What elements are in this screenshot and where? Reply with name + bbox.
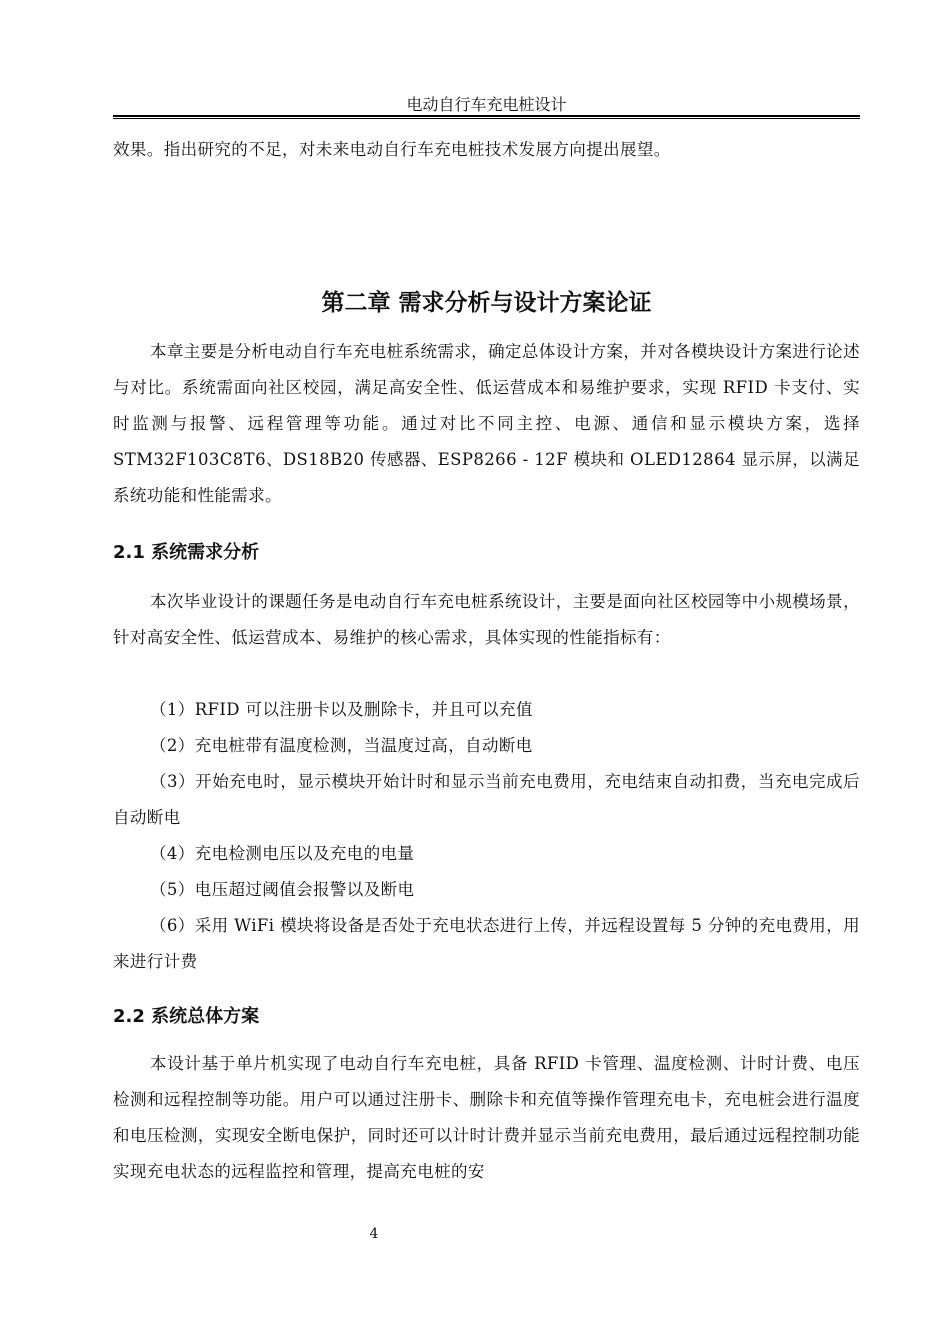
section-heading-2-1: 2.1 系统需求分析 — [113, 542, 260, 563]
requirement-item: （2）充电桩带有温度检测，当温度过高，自动断电 — [150, 736, 533, 755]
requirement-item: （5）电压超过阈值会报警以及断电 — [150, 880, 415, 899]
header-rule-thin — [113, 118, 860, 119]
requirement-item: （3）开始充电时，显示模块开始计时和显示当前充电费用，充电结束自动扣费，当充电完成后自动断电 — [113, 772, 860, 827]
chapter-summary-paragraph: 本章主要是分析电动自行车充电桩系统需求，确定总体设计方案，并对各模块设计方案进行论述与对比。系统需面向社区校园，满足高安全性、低运营成本和易维护要求，实现 RFID 卡支付、实时监测与报警、远程管理等功能。通过对比不同主控、电源、通信和显示模块方案，选择 STM32F103C8T6、DS18B20 传感器、ESP8266 - 12F 模块和 OLED12864 显示屏，以满足系统功能和性能需求。 — [113, 342, 860, 505]
page-number: 4 — [369, 1226, 379, 1242]
header-rule-thick — [113, 115, 860, 117]
intro-tail-paragraph: 效果。指出研究的不足，对未来电动自行车充电桩技术发展方向提出展望。 — [113, 140, 671, 159]
chapter-title: 第二章 需求分析与设计方案论证 — [321, 290, 652, 316]
running-header: 电动自行车充电桩设计 — [406, 95, 567, 114]
requirement-item: （6）采用 WiFi 模块将设备是否处于充电状态进行上传，并远程设置每 5 分钟的充电费用，用来进行计费 — [113, 916, 860, 971]
requirement-item: （1）RFID 可以注册卡以及删除卡，并且可以充值 — [150, 700, 533, 719]
section-2-2-body: 本设计基于单片机实现了电动自行车充电桩，具备 RFID 卡管理、温度检测、计时计费、电压检测和远程控制等功能。用户可以通过注册卡、删除卡和充值等操作管理充电卡，充电桩会进行温度和电压检测，实现安全断电保护，同时还可以计时计费并显示当前充电费用，最后通过远程控制功能实现充电状态的远程监控和管理，提高充电桩的安 — [113, 1054, 860, 1181]
requirement-item: （4）充电检测电压以及充电的电量 — [150, 844, 415, 863]
section-2-1-intro: 本次毕业设计的课题任务是电动自行车充电桩系统设计，主要是面向社区校园等中小规模场景，针对高安全性、低运营成本、易维护的核心需求，具体实现的性能指标有： — [113, 592, 860, 647]
section-heading-2-2: 2.2 系统总体方案 — [113, 1006, 260, 1027]
